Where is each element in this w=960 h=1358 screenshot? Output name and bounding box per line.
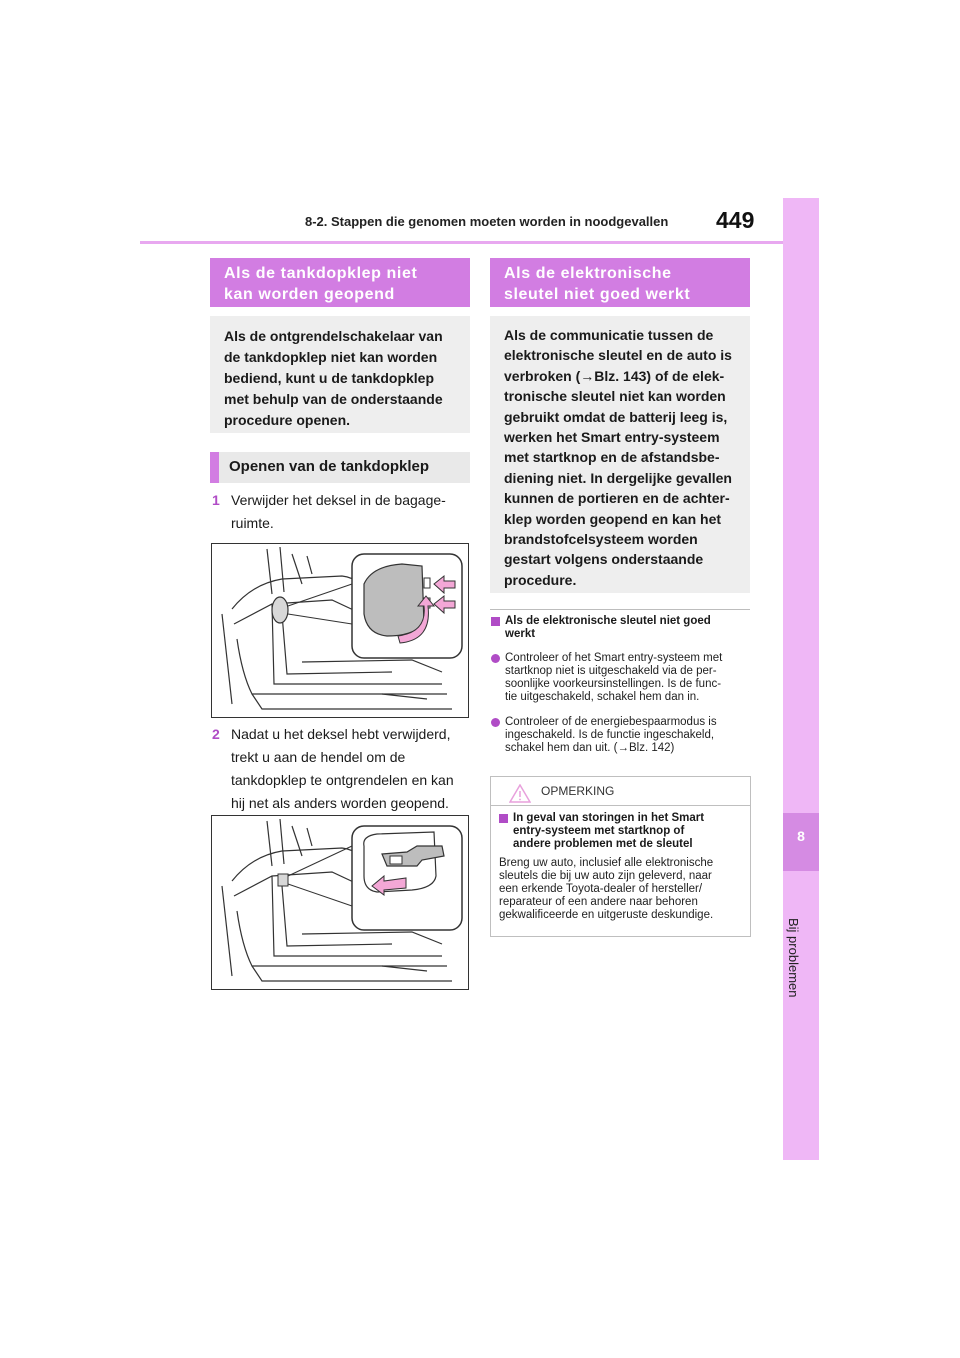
intro-line: gebruikt omdat de batterij leeg is, [504, 408, 728, 425]
step-line: hij net als anders worden geopend. [231, 795, 449, 811]
intro-line: bediend, kunt u de tankdopklep [224, 370, 435, 386]
square-bullet-icon [499, 814, 508, 823]
chapter-label: Bij problemen [786, 918, 801, 998]
bullet-heading-line: werkt [505, 628, 536, 640]
intro-box-electronic-key [490, 316, 750, 593]
heading-line: Als de elektronische [504, 265, 672, 282]
step-line: tankdopklep te ontgrendelen en kan [231, 772, 454, 788]
bullet-item [491, 652, 753, 704]
divider [490, 609, 750, 610]
bullet-heading-line: Als de elektronische sleutel niet goed [505, 615, 711, 627]
trunk-illustration-lever [212, 816, 468, 989]
intro-line: procedure openen. [224, 412, 351, 428]
intro-line: gestart volgens onderstaande [504, 551, 704, 568]
subheading-open-fuel-door: Openen van de tankdopklep [210, 452, 470, 483]
intro-line: Als de communicatie tussen de [504, 327, 714, 343]
warning-triangle-icon [509, 784, 531, 803]
intro-line: met behulp van de onderstaande [224, 391, 443, 407]
step-1 [212, 489, 472, 535]
figure-pull-lever [211, 815, 469, 990]
intro-line: met startknop en de afstandsbe- [504, 449, 720, 466]
intro-line: kunnen de portieren en de achter- [504, 490, 730, 507]
trunk-illustration-cover [212, 544, 468, 717]
chapter-side-tab [783, 198, 819, 1160]
intro-line: werken het Smart entry-systeem [504, 429, 720, 446]
square-bullet-icon [491, 617, 500, 626]
bullet-line: schakel hem dan uit. (→Blz. 142) [505, 742, 675, 754]
note-rule [491, 805, 750, 806]
note-body-line: een erkende Toyota-dealer of hersteller/ [499, 883, 703, 895]
note-body-line: sleutels die bij uw auto zijn geleverd, naar [499, 870, 712, 882]
note-heading-line: entry-systeem met startknop of [513, 825, 685, 837]
step-number: 1 [212, 492, 220, 508]
note-body-line: reparateur of een andere naar behoren [499, 896, 698, 908]
note-body [499, 857, 744, 922]
note-bullet-heading [499, 812, 744, 851]
note-heading-line: andere problemen met de sleutel [513, 838, 693, 850]
intro-line: elektronische sleutel en de auto is [504, 347, 732, 364]
intro-line: de tankdopklep niet kan worden [224, 349, 438, 365]
figure-remove-cover [211, 543, 469, 718]
circle-bullet-icon [491, 718, 500, 727]
step-line: ruimte. [231, 515, 274, 531]
note-body-line: Breng uw auto, inclusief alle elektronische [499, 857, 714, 869]
bullet-line: tie uitgeschakeld, schakel hem dan in. [505, 691, 700, 703]
page-number: 449 [716, 207, 755, 233]
note-header [491, 777, 750, 805]
intro-line: Als de ontgrendelschakelaar van [224, 328, 443, 344]
intro-line: klep worden geopend en kan het [504, 510, 722, 527]
step-line: Nadat u het deksel hebt verwijderd, [231, 726, 451, 742]
bullet-line: soonlijke voorkeursinstellingen. Is de func- [505, 678, 722, 690]
bullet-item [491, 716, 753, 755]
bullet-line: Controleer of het Smart entry-systeem met [505, 652, 723, 664]
step-line: Verwijder het deksel in de bagage- [231, 492, 446, 508]
note-title: OPMERKING [541, 784, 615, 798]
note-body-line: gekwalificeerde en uitgeruste deskundige. [499, 909, 714, 921]
intro-line: tronische sleutel niet kan worden [504, 388, 726, 405]
chapter-number: 8 [797, 828, 805, 844]
step-line: trekt u aan de hendel om de [231, 749, 406, 765]
heading-line: sleutel niet goed werkt [504, 286, 691, 303]
step-number: 2 [212, 726, 220, 742]
intro-line: diening niet. In dergelijke gevallen [504, 469, 732, 486]
bullet-line: ingeschakeld. Is de functie ingeschakeld, [505, 729, 715, 741]
heading-line: kan worden geopend [224, 286, 395, 303]
note-box [490, 776, 751, 937]
step-2 [212, 723, 472, 815]
intro-line: procedure. [504, 571, 577, 588]
circle-bullet-icon [491, 654, 500, 663]
bullet-heading-key [491, 615, 751, 641]
heading-line: Als de tankdopklep niet [224, 265, 418, 282]
section-header-title: 8-2. Stappen die genomen moeten worden in noodgevallen [305, 214, 669, 229]
section-heading-fuel-door [210, 258, 470, 307]
header-rule [140, 241, 785, 244]
intro-line: verbroken (→Blz. 143) of de elek- [504, 367, 725, 384]
intro-line: brandstofcelsysteem worden [504, 531, 698, 548]
intro-box-fuel-door [210, 316, 470, 433]
bullet-line: startknop niet is uitgeschakeld via de per- [505, 665, 717, 677]
section-heading-electronic-key [490, 258, 750, 307]
bullet-line: Controleer of de energiebespaarmodus is [505, 716, 717, 728]
note-heading-line: In geval van storingen in het Smart [513, 812, 705, 824]
